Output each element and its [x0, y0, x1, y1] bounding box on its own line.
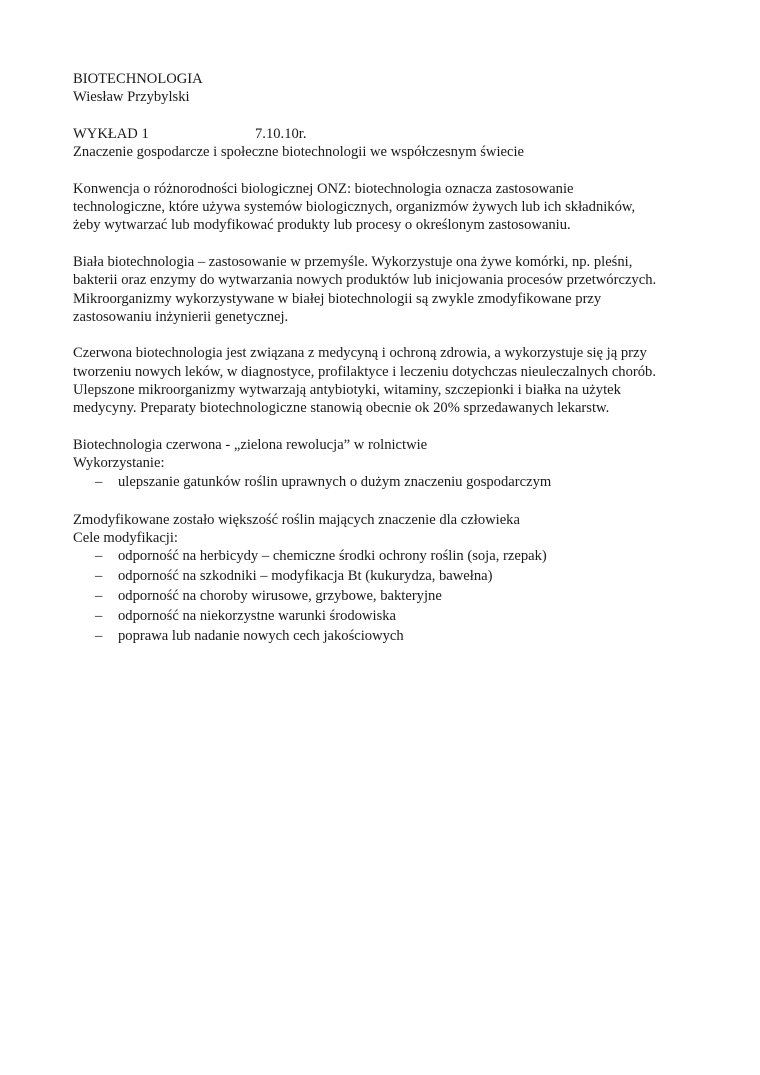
list-item-text: ulepszanie gatunków roślin uprawnych o dużym znaczeniu gospodarczym	[118, 473, 552, 490]
list-item-text: odporność na herbicydy – chemiczne środki ochrony roślin (soja, rzepak)	[118, 548, 547, 565]
document-page	[73, 70, 713, 647]
dash-bullet: –	[95, 588, 103, 605]
paragraph-line: Mikroorganizmy wykorzystywane w białej biotechnologii są zwykle zmodyfikowane przy	[73, 290, 602, 307]
paragraph-convention	[73, 180, 713, 235]
spacer	[73, 161, 713, 179]
paragraph-line: Biała biotechnologia – zastosowanie w przemyśle. Wykorzystuje ona żywe komórki, np. pleśni,	[73, 253, 633, 270]
dash-bullet: –	[95, 548, 103, 565]
paragraph-white-biotech	[73, 253, 713, 326]
dash-bullet: –	[95, 473, 103, 490]
paragraph-line: Czerwona biotechnologia jest związana z medycyną i ochroną zdrowia, a wykorzystuje się ją przy	[73, 345, 647, 362]
list-item-text: poprawa lub nadanie nowych cech jakościowych	[118, 627, 404, 644]
spacer	[73, 326, 713, 344]
goals-list	[73, 547, 713, 645]
dash-bullet: –	[95, 627, 103, 644]
paragraph-line: Konwencja o różnorodności biologicznej ONZ: biotechnologia oznacza zastosowanie	[73, 180, 574, 197]
paragraph-line: medycyny. Preparaty biotechnologiczne stanowią obecnie ok 20% sprzedawanych lekarstw.	[73, 400, 610, 417]
lecture-topic: Znaczenie gospodarcze i społeczne biotechnologii we współczesnym świecie	[73, 144, 525, 161]
paragraph-line: bakterii oraz enzymy do wytwarzania nowych produktów lub inicjowania procesów przetwórczych.	[73, 272, 657, 289]
paragraph-line: zastosowaniu inżynierii genetycznej.	[73, 308, 289, 325]
document-title: BIOTECHNOLOGIA	[73, 71, 203, 87]
list-item-text: odporność na niekorzystne warunki środowiska	[118, 607, 397, 624]
spacer	[73, 107, 713, 125]
list-item	[73, 587, 713, 605]
list-item	[73, 567, 713, 585]
paragraph-red-biotech	[73, 344, 713, 417]
list-item-text: odporność na szkodniki – modyfikacja Bt (kukurydza, bawełna)	[118, 568, 493, 585]
green-revolution-heading: Biotechnologia czerwona - „zielona rewolucja” w rolnictwie	[73, 436, 428, 453]
list-item	[73, 607, 713, 625]
goals-label: Cele modyfikacji:	[73, 530, 178, 547]
paragraph-line: żeby wytwarzać lub modyfikować produkty lub procesy o określonym zastosowaniu.	[73, 217, 571, 234]
list-item	[73, 627, 713, 645]
paragraph-line: tworzeniu nowych leków, w diagnostyce, profilaktyce i leczeniu dotychczas nieuleczalnych chorób.	[73, 363, 656, 380]
spacer	[73, 418, 713, 436]
list-item-text: odporność na choroby wirusowe, grzybowe, bakteryjne	[118, 588, 442, 605]
dash-bullet: –	[95, 607, 103, 624]
lecture-date: 7.10.10r.	[255, 125, 307, 142]
list-item	[73, 473, 713, 491]
paragraph-line: Ulepszone mikroorganizmy wytwarzają antybiotyki, witaminy, szczepionki i białka na użytek	[73, 382, 621, 399]
lecture-label: WYKŁAD 1	[73, 125, 149, 142]
modification-intro: Zmodyfikowane zostało większość roślin mających znaczenie dla człowieka	[73, 511, 520, 528]
list-item	[73, 547, 713, 565]
paragraph-line: technologiczne, które używa systemów biologicznych, organizmów żywych lub ich składników,	[73, 199, 636, 216]
spacer	[73, 492, 713, 510]
author-name: Wiesław Przybylski	[73, 89, 190, 106]
usage-list	[73, 473, 713, 491]
dash-bullet: –	[95, 568, 103, 585]
spacer	[73, 235, 713, 253]
lecture-header	[73, 125, 713, 143]
usage-label: Wykorzystanie:	[73, 455, 165, 472]
